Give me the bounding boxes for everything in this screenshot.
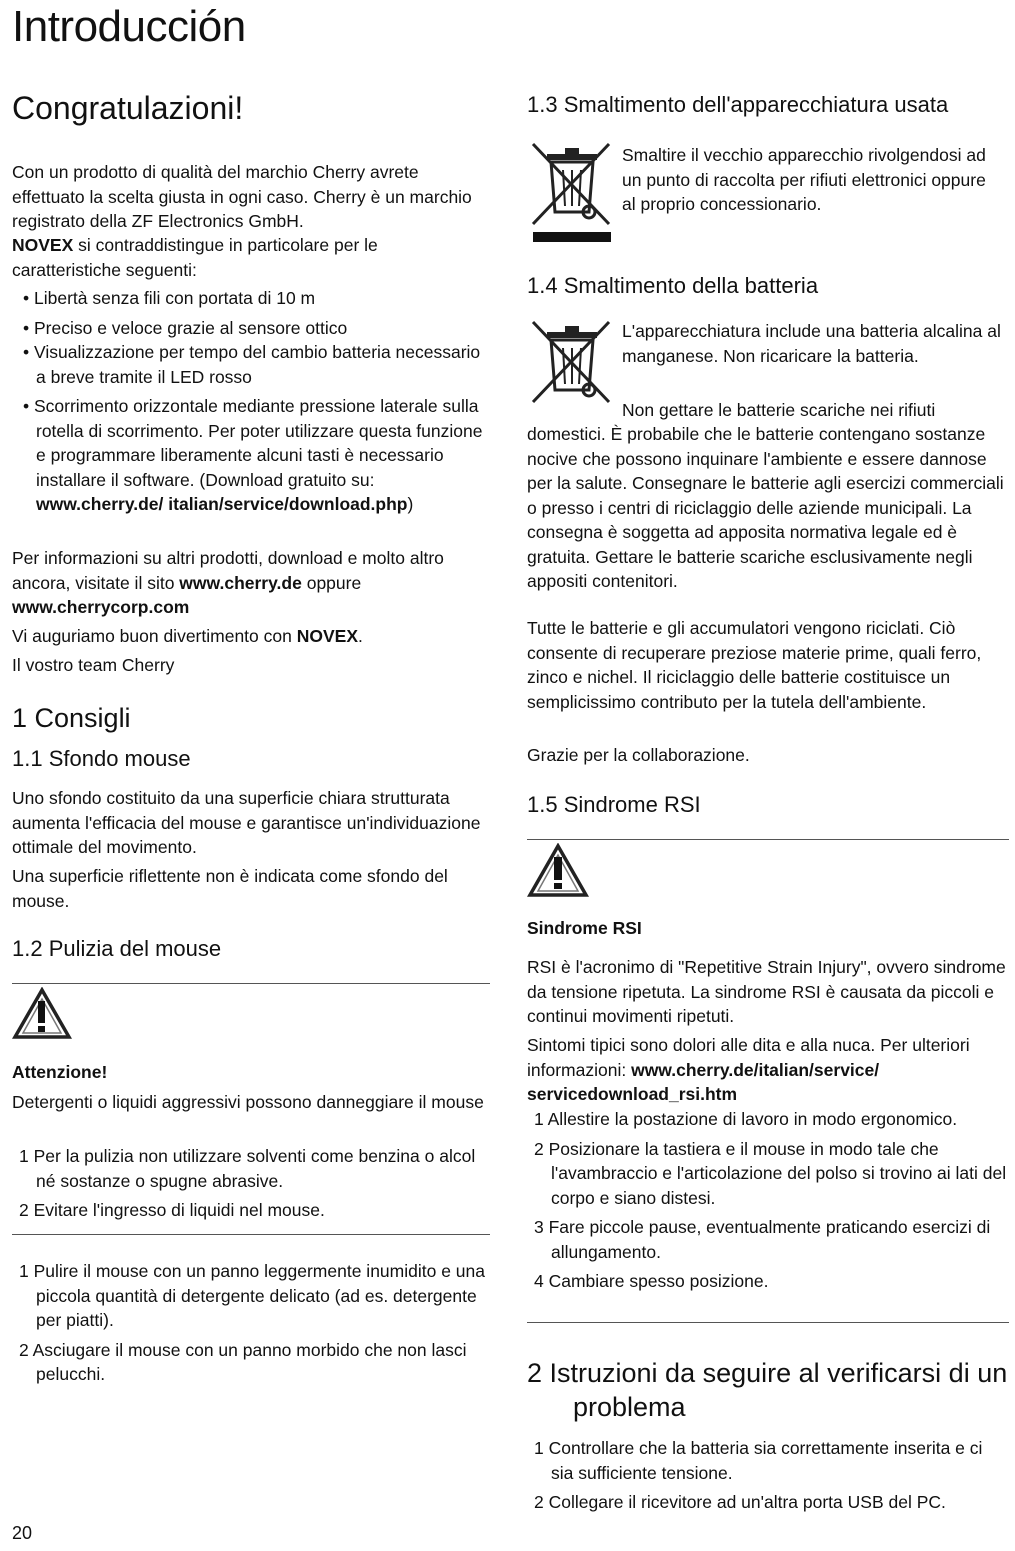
section-1-1-title: 1.1 Sfondo mouse (12, 746, 191, 771)
feature-item: • Preciso e veloce grazie al sensore ottico (23, 317, 348, 338)
feature-item: • Libertà senza fili con portata di 10 m (23, 288, 316, 308)
rsi-list (527, 1107, 1009, 1294)
rsi-item: 4 Cambiare spesso posizione. (534, 1271, 769, 1291)
section-1-title: 1 Consigli (12, 703, 131, 733)
cherrycorp-link[interactable]: www.cherrycorp.com (12, 597, 190, 617)
rsi-item: 3 Fare piccole pause, eventualmente praticando esercizi di allungamento. (534, 1217, 991, 1262)
info-paragraph (12, 546, 490, 620)
section-1-4-title: 1.4 Smaltimento della batteria (527, 273, 819, 298)
novex-text: si contraddistingue in particolare per le caratteristiche seguenti: (12, 235, 378, 280)
rsi-paragraph-1: RSI è l'acronimo di "Repetitive Strain Injury", ovvero sindrome da tensione ripetuta. La sindrome RSI è causata da piccoli e continui movimenti ripetuti. (527, 957, 1006, 1026)
s13-text: Smaltire il vecchio apparecchio rivolgendosi ad un punto di raccolta per rifiuti elettronici oppure al proprio concessionario. (622, 145, 986, 214)
troubleshoot-item: 1 Controllare che la batteria sia correttamente inserita e ci sia sufficiente tensione. (534, 1438, 983, 1483)
s14-paragraph-3: Tutte le batterie e gli accumulatori vengono riciclati. Ciò consente di recuperare preziose materie prime, quali ferro, zinco e nichel. Il riciclaggio delle batterie costituisce un semplicissimo contributo per la tutela dell'ambiente. (527, 618, 982, 712)
enjoy-text: Vi auguriamo buon divertimento con (12, 626, 297, 646)
rsi-text: Sintomi tipici sono dolori alle dita e alla nuca. Per ulteriori informazioni: (527, 1035, 970, 1080)
warning-title: Attenzione! (12, 1062, 108, 1082)
divider (12, 983, 490, 984)
feature-list (12, 286, 490, 517)
page-number: 20 (12, 1523, 33, 1543)
page-header-title: Introducción (12, 2, 246, 51)
divider (527, 1322, 1009, 1323)
cleaning-item: 1 Pulire il mouse con un panno leggermente inumidito e una piccola quantità di detergente delicato (ad es. detergente per piatti). (19, 1261, 485, 1330)
novex-brand: NOVEX (12, 235, 74, 255)
congrats-title: Congratulazioni! (12, 90, 244, 126)
rsi-paragraph-2 (527, 1033, 1009, 1107)
info-or: oppure (301, 572, 362, 593)
warning-list (12, 1144, 490, 1223)
enjoy-end: . (358, 626, 363, 646)
feature-close: ) (407, 494, 414, 514)
section-1-3-title: 1.3 Smaltimento dell'apparecchiatura usata (527, 92, 949, 117)
weee-bin-icon (529, 140, 615, 244)
novex-paragraph (12, 233, 490, 282)
s11-paragraph-1: Uno sfondo costituito da una superficie chiara strutturata aumenta l'efficacia del mouse e garantisce un'individuazione ottimale del movimento. (12, 788, 481, 857)
warning-text: Detergenti o liquidi aggressivi possono danneggiare il mouse (12, 1092, 484, 1112)
troubleshoot-item: 2 Collegare il ricevitore ad un'altra porta USB del PC. (534, 1492, 946, 1512)
feature-item (12, 394, 490, 517)
enjoy-paragraph (12, 624, 490, 649)
troubleshoot-list (527, 1436, 1009, 1515)
warning-item: 2 Evitare l'ingresso di liquidi nel mouse. (19, 1200, 325, 1220)
section-1-5-title: 1.5 Sindrome RSI (527, 792, 701, 817)
enjoy-brand: NOVEX (296, 626, 358, 646)
team-signature: Il vostro team Cherry (12, 655, 175, 675)
info-text: Per informazioni su altri prodotti, download e molto altro ancora, visitate il sito (12, 548, 444, 593)
divider (12, 1234, 490, 1235)
rsi-heading: Sindrome RSI (527, 918, 642, 938)
rsi-link[interactable]: www.cherry.de/italian/service/ servicedownload_rsi.htm (527, 1059, 880, 1104)
cleaning-list (12, 1259, 490, 1387)
intro-paragraph: Con un prodotto di qualità del marchio Cherry avrete effettuato la scelta giusta in ogni caso. Cherry è un marchio registrato della ZF Electronics GmbH. (12, 162, 472, 231)
s14-paragraph-2b: domestici. È probabile che le batterie contengano sostanze nocive che possono inquinare l'ambiente e essere dannose per la salute. Consegnare le batterie agli esercizi commerciali o presso i centri di riciclaggio delle aziende municipali. La consegna è soggetta ad apposita normativa legale ed è gratuita. Gettare le batterie scariche esclusivamente negli appositi contenitori. (527, 424, 1004, 591)
rsi-item: 1 Allestire la postazione di lavoro in modo ergonomico. (534, 1109, 958, 1129)
divider (527, 839, 1009, 840)
s14-paragraph-1: L'apparecchiatura include una batteria alcalina al manganese. Non ricaricare la batteria. (622, 321, 1001, 366)
rsi-item: 2 Posizionare la tastiera e il mouse in modo tale che l'avambraccio e l'articolazione del polso si trovino ai lati del corpo e siano distesi. (534, 1138, 1007, 1208)
battery-bin-icon (529, 318, 615, 408)
section-2-title: 2 Istruzioni da seguire al verificarsi di un problema (527, 1358, 1008, 1422)
cleaning-item: 2 Asciugare il mouse con un panno morbido che non lasci pelucchi. (19, 1339, 467, 1384)
s14-paragraph-2a: Non gettare le batterie scariche nei rifiuti (622, 400, 936, 420)
feature-item: • Visualizzazione per tempo del cambio batteria necessario a breve tramite il LED rosso (23, 342, 481, 387)
feature-text: • Scorrimento orizzontale mediante pressione laterale sulla rotella di scorrimento. Per poter utilizzare questa funzione e programmare liberamente alcuni tasti è necessario installare il software. (Download gratuito su: (23, 396, 483, 490)
warning-triangle-icon (527, 843, 589, 899)
s11-paragraph-2: Una superficie riflettente non è indicata come sfondo del mouse. (12, 866, 448, 911)
download-link[interactable]: www.cherry.de/ italian/service/download.php (36, 494, 408, 514)
s14-thanks: Grazie per la collaborazione. (527, 745, 750, 765)
cherry-link[interactable]: www.cherry.de (179, 572, 302, 593)
warning-triangle-icon (12, 987, 72, 1041)
warning-item: 1 Per la pulizia non utilizzare solventi come benzina o alcol né sostanze o spugne abrasive. (19, 1146, 476, 1191)
section-1-2-title: 1.2 Pulizia del mouse (12, 936, 222, 961)
